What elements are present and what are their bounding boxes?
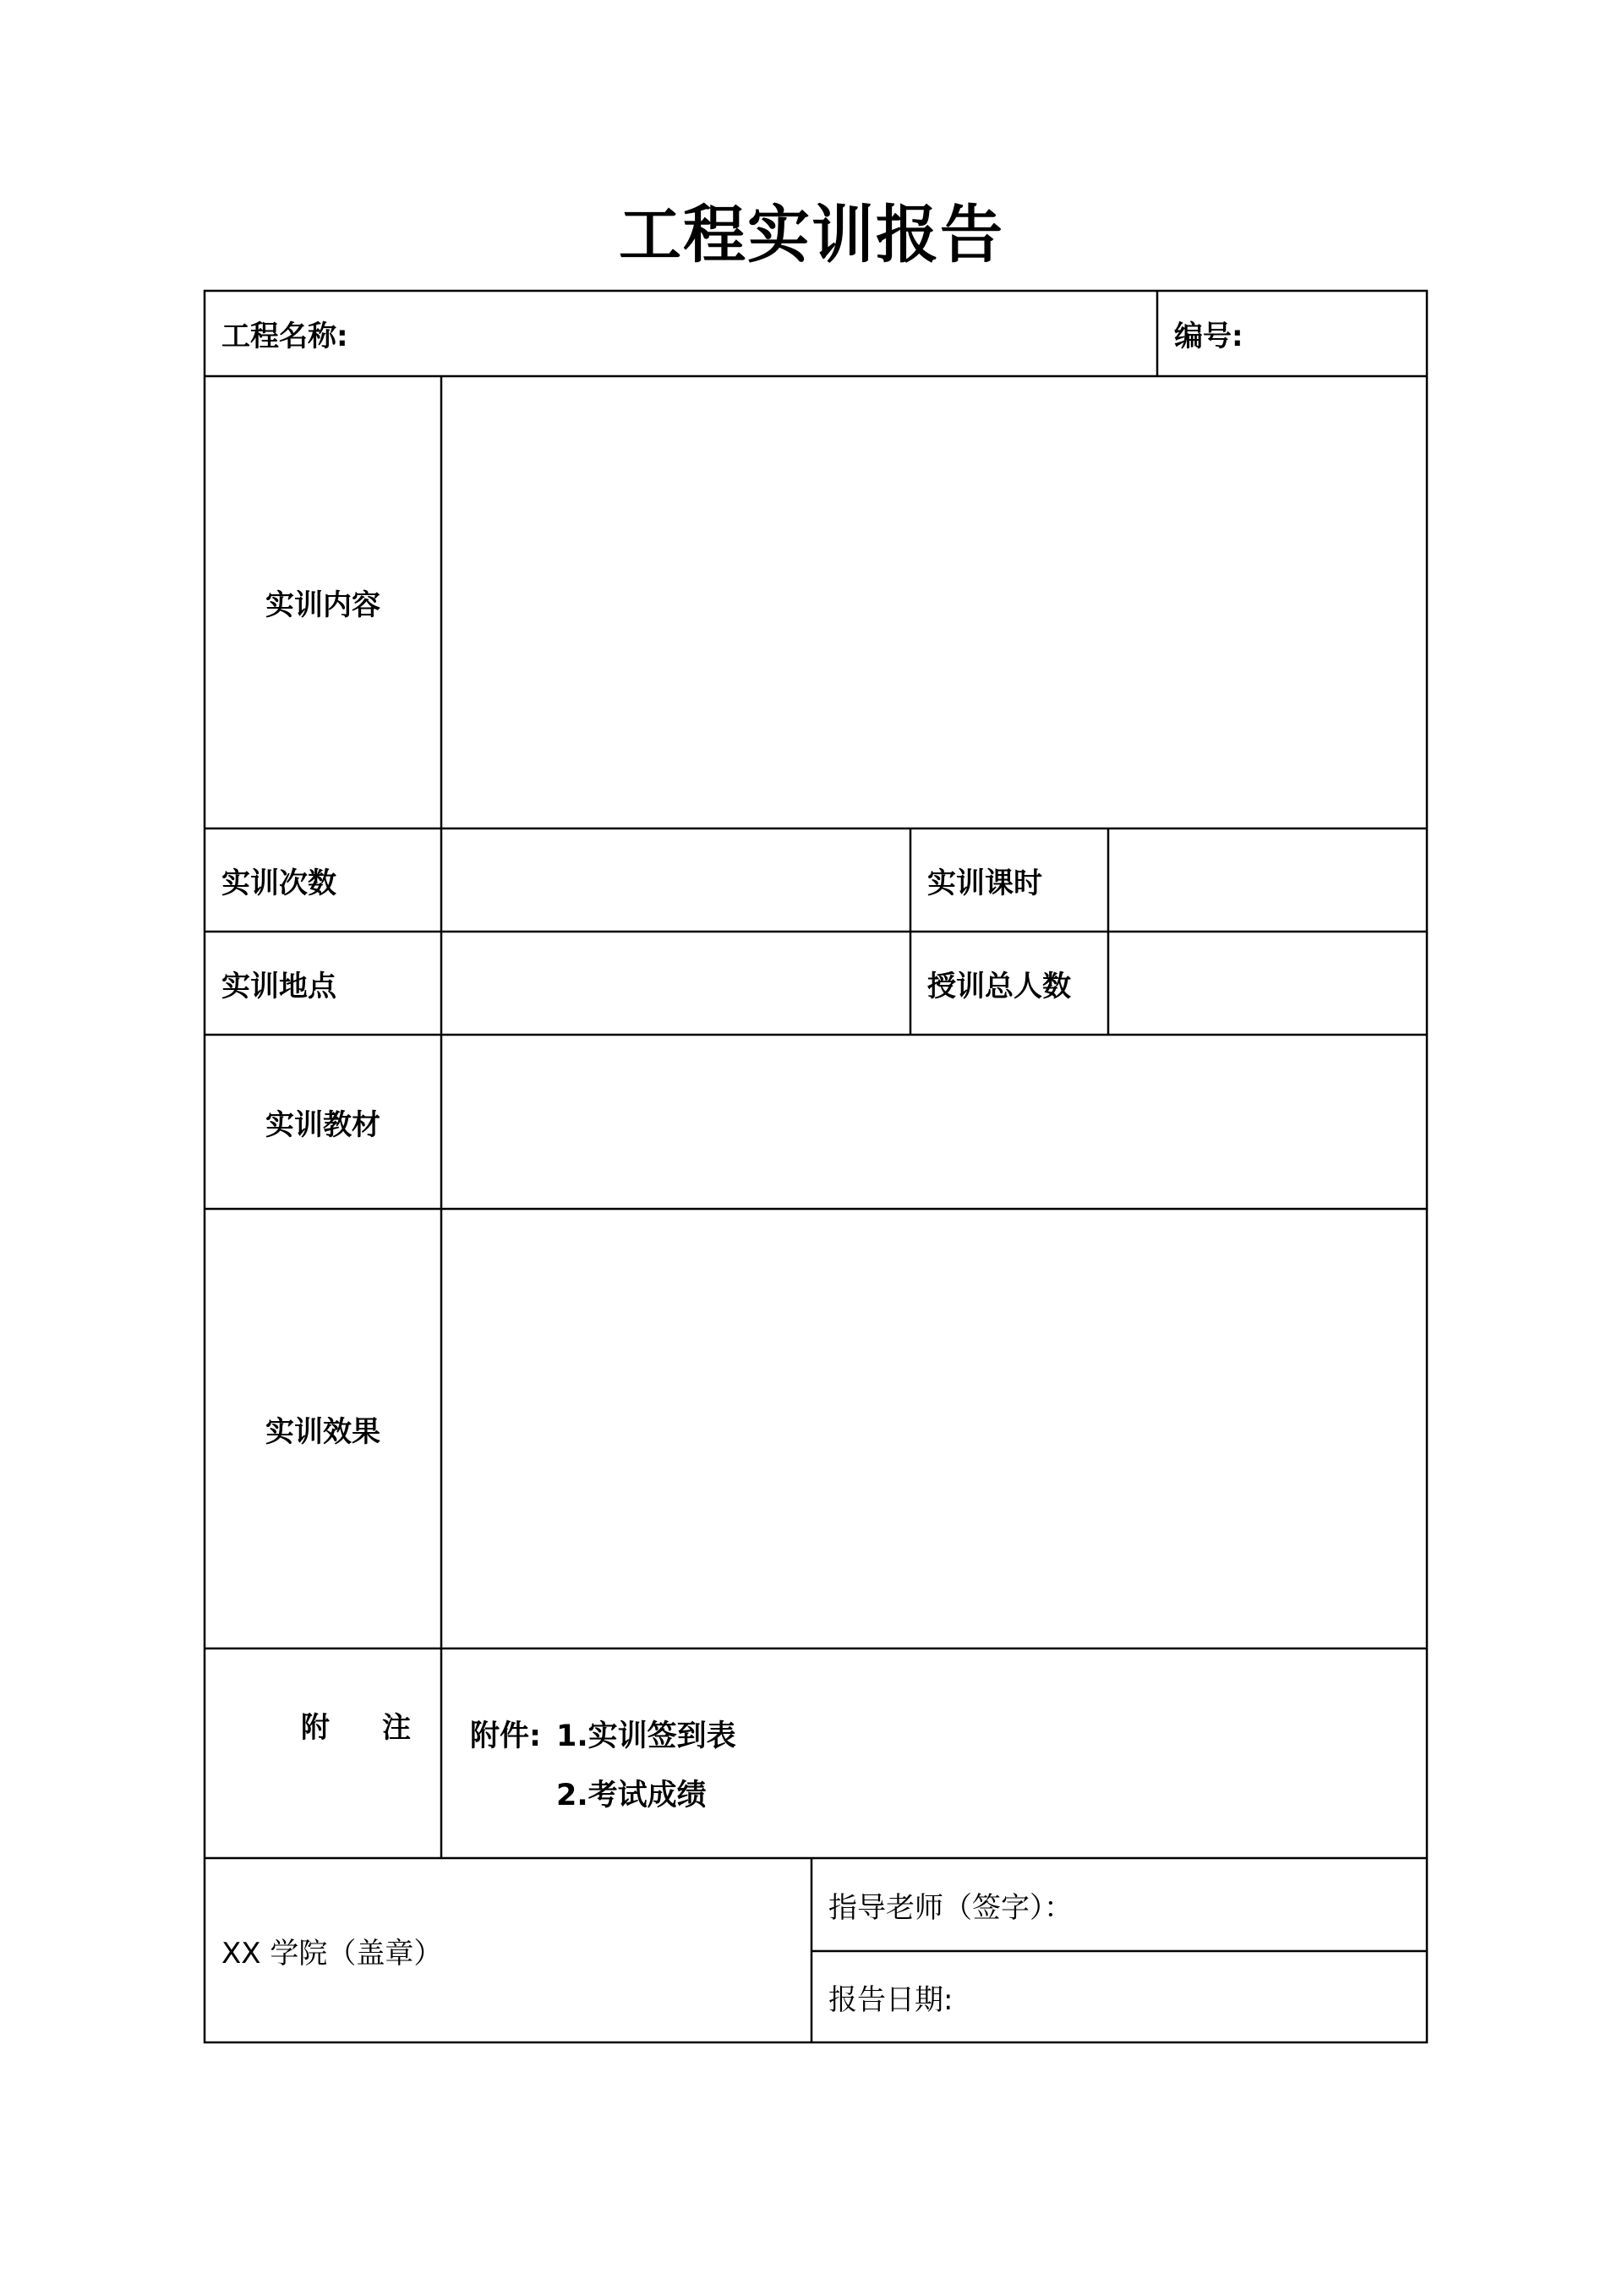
report-date-cell[interactable]	[812, 1951, 1427, 2042]
number-label: 编号:	[1174, 320, 1243, 353]
college-seal-cell[interactable]	[205, 1858, 812, 2042]
effect-label: 实训效果	[265, 1414, 380, 1449]
content-label: 实训内容	[265, 588, 380, 622]
sessions-field[interactable]	[441, 828, 910, 932]
number-cell	[1157, 291, 1427, 376]
content-label-cell	[205, 376, 441, 828]
materials-label-cell	[205, 1035, 441, 1209]
hours-field[interactable]	[1108, 828, 1427, 932]
report-date-label: 报告日期:	[828, 1982, 954, 2017]
materials-field[interactable]	[441, 1035, 1427, 1209]
instructor-sign-cell[interactable]	[812, 1858, 1427, 1951]
effect-label-cell	[205, 1209, 441, 1648]
content-field[interactable]	[441, 376, 1427, 828]
hours-label-cell	[910, 828, 1108, 932]
project-name-cell	[205, 291, 1157, 376]
trainees-label-cell	[910, 932, 1108, 1035]
location-field[interactable]	[441, 932, 910, 1035]
attachment-exam-scores: 2.考试成绩	[556, 1779, 707, 1812]
page-title: 工程实训报告	[619, 199, 1004, 271]
attachment-signin-sheet: 1.实训签到表	[556, 1719, 736, 1753]
hours-label: 实训课时	[927, 866, 1042, 900]
project-name-label: 工程名称:	[221, 320, 348, 353]
trainees-field[interactable]	[1108, 932, 1427, 1035]
sessions-label-cell	[205, 828, 441, 932]
location-label: 实训地点	[221, 969, 336, 1003]
materials-label: 实训教材	[265, 1107, 380, 1142]
notes-label-cell	[205, 1648, 463, 1858]
attachments-prefix: 附件:	[470, 1719, 541, 1753]
notes-label: 附注	[301, 1711, 463, 1745]
sessions-label: 实训次数	[221, 866, 336, 900]
effect-field[interactable]	[441, 1209, 1427, 1648]
location-label-cell	[205, 932, 441, 1035]
instructor-sign-label: 指导老师（签字）：	[828, 1890, 1073, 1925]
college-seal-label: XX 学院（盖章）	[221, 1936, 443, 1971]
trainees-label: 授训总人数	[927, 969, 1071, 1003]
notes-field	[441, 1648, 1427, 1858]
